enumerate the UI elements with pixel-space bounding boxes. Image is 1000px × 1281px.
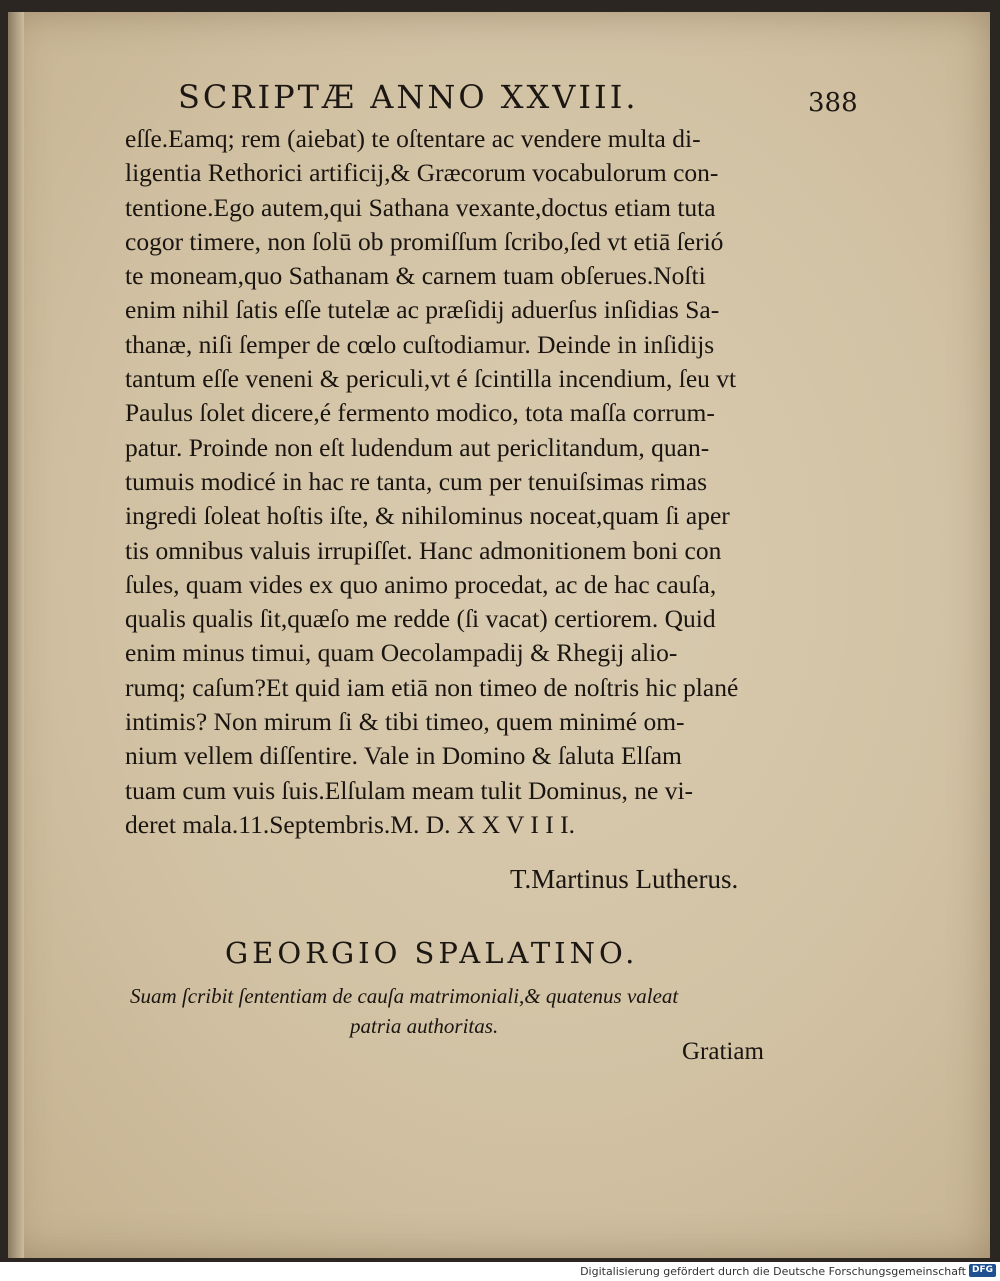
page-edge	[8, 12, 24, 1258]
page-number: 388	[808, 88, 858, 118]
section-summary: patria authoritas.	[350, 1014, 499, 1038]
running-head: SCRIPTÆ ANNO XXVIII.	[178, 78, 639, 116]
section-summary: Suam ſcribit ſententiam de cauſa matrimoniali,& quatenus valeat	[130, 984, 679, 1008]
footer-credit: Digitalisierung gefördert durch die Deutsche Forschungsgemeinschaft	[580, 1265, 966, 1278]
section-heading: GEORGIO SPALATINO.	[225, 936, 639, 970]
body-line: ligentia Rethorici artificij,& Græcorum vocabulorum con-	[125, 158, 719, 188]
body-line: cogor timere, non ſolū ob promiſſum ſcribo,ſed vt etiā ſerió	[125, 226, 724, 256]
body-line: deret mala.11.Septembris.M. D. X X V I I I.	[125, 809, 575, 839]
body-line: eſſe.Eamq; rem (aiebat) te oſtentare ac vendere multa di-	[125, 124, 701, 153]
body-line: tantum eſſe veneni & periculi,vt é ſcintilla incendium, ſeu vt	[125, 364, 737, 394]
body-line: tuam cum vuis ſuis.Elſulam meam tulit Dominus, ne vi-	[125, 775, 694, 805]
body-line: tis omnibus valuis irrupiſſet. Hanc admonitionem boni con	[125, 535, 722, 565]
body-line: ſules, quam vides ex quo animo procedat, ac de hac cauſa,	[125, 569, 717, 599]
body-line: thanæ, niſi ſemper de cœlo cuſtodiamur. Deinde in inſidijs	[125, 329, 715, 359]
body-line: te moneam,quo Sathanam & carnem tuam obſerues.Noſti	[125, 261, 706, 291]
signature: T.Martinus Lutherus.	[510, 864, 739, 894]
catchword: Gratiam	[682, 1038, 764, 1065]
body-line: patur. Proinde non eſt ludendum aut periclitandum, quan-	[125, 432, 710, 462]
body-line: Paulus ſolet dicere,é fermento modico, tota maſſa corrum-	[125, 398, 715, 428]
body-line: tumuis modicé in hac re tanta, cum per tenuiſsimas rimas	[125, 466, 708, 496]
body-line: intimis? Non mirum ſi & tibi timeo, quem minimé om-	[125, 707, 685, 737]
body-line: rumq; caſum?Et quid iam etiā non timeo de noſtris hic plané	[125, 672, 739, 702]
body-line: enim minus timui, quam Oecolampadij & Rhegij alio-	[125, 638, 678, 668]
body-line: nium vellem diſſentire. Vale in Domino & ſaluta Elſam	[125, 741, 682, 771]
body-line: tentione.Ego autem,qui Sathana vexante,doctus etiam tuta	[125, 192, 716, 222]
body-line: qualis qualis ſit,quæſo me redde (ſi vacat) certiorem. Quid	[125, 604, 716, 634]
dfg-logo-icon: DFG	[969, 1264, 996, 1277]
letter-body	[125, 122, 785, 842]
body-line: ingredi ſoleat hoſtis iſte, & nihilominus noceat,quam ſi aper	[125, 501, 730, 531]
body-line: enim nihil ſatis eſſe tutelæ ac præſidij aduerſus inſidias Sa-	[125, 295, 720, 325]
